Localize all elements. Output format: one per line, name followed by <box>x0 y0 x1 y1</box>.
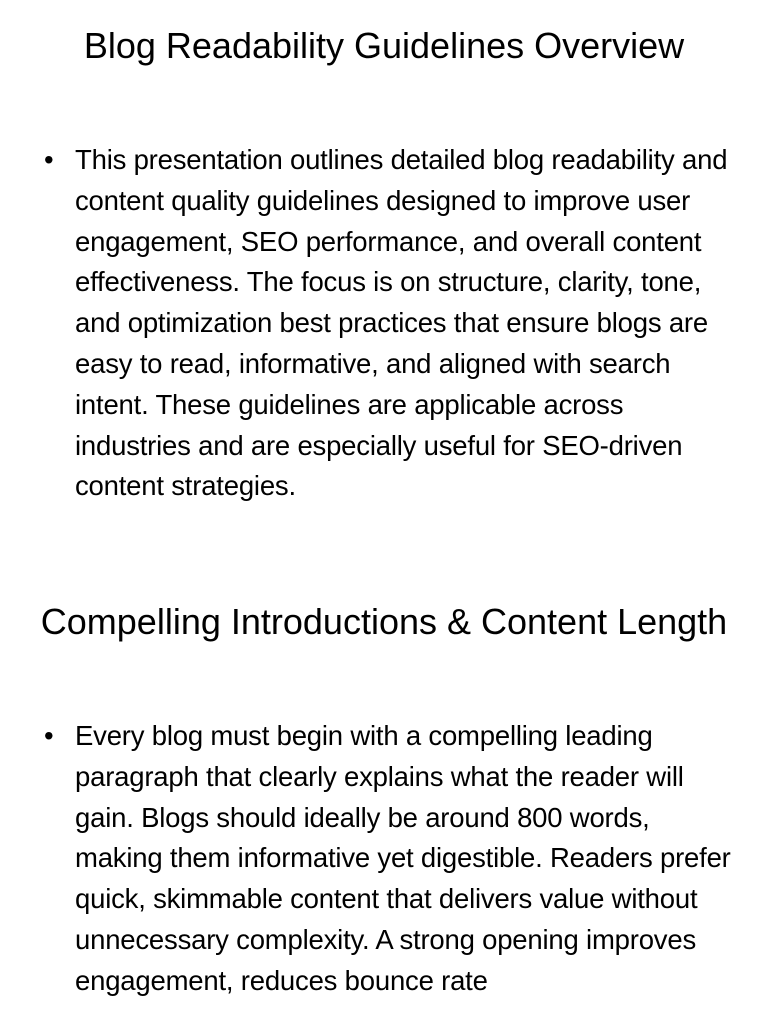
slide-2 <box>0 576 768 1024</box>
bullet-dot-icon: • <box>44 720 54 751</box>
bullet-item <box>44 140 734 507</box>
bullet-item <box>44 716 734 1002</box>
bullet-dot-icon: • <box>44 144 54 175</box>
bullet-text: Every blog must begin with a compelling leading paragraph that clearly explains what the reader will gain. Blogs should ideally be around 800 words, making them informative yet digestible. Readers prefer quick, skimmable content that delivers value without unnecessary complexity. A strong opening improves engagement, reduces bounce rate <box>75 720 731 996</box>
bullet-list <box>44 716 734 1002</box>
slide-title: Compelling Introductions & Content Length <box>40 601 728 642</box>
slide-title: Blog Readability Guidelines Overview <box>83 25 685 66</box>
bullet-text: This presentation outlines detailed blog readability and content quality guidelines designed to improve user engagement, SEO performance, and overall content effectiveness. The focus is on structure, clarity, tone, and optimization best practices that ensure blogs are easy to read, informative, and aligned with search intent. These guidelines are applicable across industries and are especially useful for SEO-driven content strategies. <box>75 144 728 502</box>
bullet-list <box>44 140 734 507</box>
